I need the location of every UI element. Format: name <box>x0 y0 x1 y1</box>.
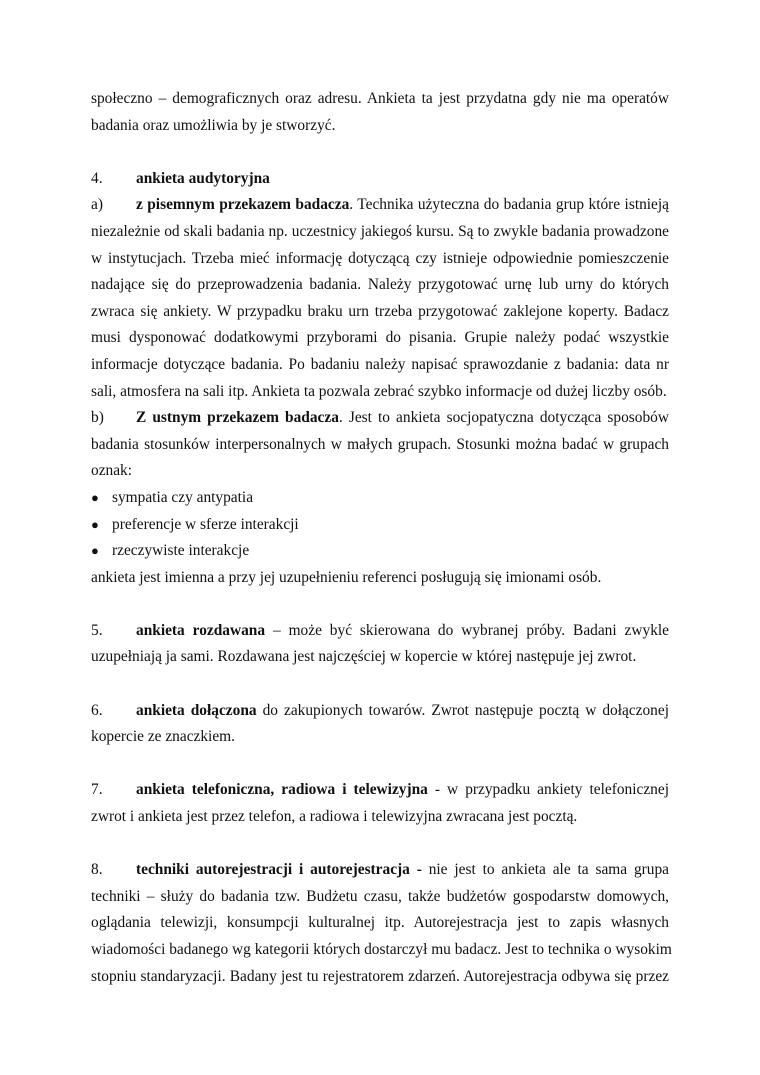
text-fragment: do zakupionych towarów. Zwrot następuje pocztą w dołączonej <box>256 701 669 719</box>
text-line: informacje dotyczące badania. Po badaniu należy napisać sprawozdanie z badania: data nr <box>91 355 669 373</box>
text-line: w instytucjach. Trzeba mieć informację dotyczącą czy istnieje odpowiednie pomieszczenie <box>91 249 669 267</box>
text-line: nadające się do przeprowadzenia badania. Należy przygotować urnę lub urny do których <box>91 276 669 294</box>
text-line: uzupełniają ja sami. Rozdawana jest najczęściej w kopercie w której następuje jej zwrot. <box>91 648 637 666</box>
text-fragment: . Technika użyteczna do badania grup które istnieją <box>349 196 669 214</box>
section-number: 8. <box>91 861 103 879</box>
bullet-icon: ● <box>91 516 99 532</box>
text-line: sali, atmosfera na sali itp. Ankieta ta pozwala zebrać szybko informacje od dużej liczby osób. <box>91 382 667 400</box>
section-number: 6. <box>91 701 103 719</box>
section-5-line <box>91 618 669 645</box>
list-item <box>91 485 669 512</box>
list-item-text: rzeczywiste interakcje <box>112 542 250 560</box>
section-title: ankieta telefoniczna, radiowa i telewizyjna <box>136 781 428 799</box>
text-line: niezależnie od skali badania np. uczestnicy jakiegoś kursu. Są to zwykle badania prowadzone <box>91 222 669 240</box>
section-title: ankieta audytoryjna <box>136 169 270 187</box>
list-item <box>91 512 669 539</box>
section-title: techniki autorejestracji i autorejestracja - <box>136 861 422 879</box>
text-line: zwraca się ankiety. W przypadku braku urn trzeba przygotować zaklejone koperty. Badacz <box>91 302 669 320</box>
section-6-line <box>91 698 669 725</box>
list-item-text: preferencje w sferze interakcji <box>112 515 299 533</box>
text-line: badania oraz umożliwia by je stworzyć. <box>91 116 336 134</box>
text-line: oglądania telewizji, konsumpcji kulturalnej itp. Autorejestracja jest to zapis własnych <box>91 914 669 932</box>
text-line: badania stosunków interpersonalnych w małych grupach. Stosunki można badać w grupach <box>91 435 669 453</box>
list-item-text: sympatia czy antypatia <box>112 488 254 506</box>
subsection-b-line <box>91 405 669 432</box>
section-4-heading <box>91 166 669 193</box>
bullet-icon: ● <box>91 489 99 505</box>
section-7-line <box>91 777 669 804</box>
section-title: ankieta dołączona <box>136 701 257 719</box>
text-line: ankieta jest imienna a przy jej uzupełnieniu referenci posługują się imionami osób. <box>91 568 602 586</box>
text-line: stopniu standaryzacji. Badany jest tu rejestratorem zdarzeń. Autorejestracja odbywa się przez <box>91 967 669 985</box>
text-fragment: - w przypadku ankiety telefonicznej <box>427 781 669 799</box>
text-fragment: . Jest to ankieta socjopatyczna dotycząca sposobów <box>338 409 669 427</box>
section-number: 7. <box>91 781 103 799</box>
subsection-title: z pisemnym przekazem badacza <box>136 196 350 214</box>
subsection-label: b) <box>91 409 104 427</box>
section-8-line <box>91 857 669 884</box>
subsection-a-line <box>91 192 669 219</box>
subsection-label: a) <box>91 196 103 214</box>
text-fragment: – może być skierowana do wybranej próby. Badani zwykle <box>265 621 670 639</box>
document-page <box>91 86 672 990</box>
text-line: wiadomości badanego wg kategorii których dostarczył mu badacz. Jest to technika o wysokim <box>91 941 672 958</box>
section-title: ankieta rozdawana <box>136 621 266 639</box>
section-number: 4. <box>91 169 103 187</box>
bullet-icon: ● <box>91 543 99 559</box>
text-line: techniki – służy do badania tzw. Budżetu czasu, także budżetów gospodarstw domowych, <box>91 887 669 905</box>
section-number: 5. <box>91 621 103 639</box>
text-line: oznak: <box>91 462 133 480</box>
text-line: kopercie ze znaczkiem. <box>91 728 235 746</box>
subsection-title: Z ustnym przekazem badacza <box>136 409 339 427</box>
text-line: społeczno – demograficznych oraz adresu. Ankieta ta jest przydatna gdy nie ma operatów <box>91 90 669 107</box>
text-fragment: nie jest to ankieta ale ta sama grupa <box>421 861 669 879</box>
list-item <box>91 538 669 565</box>
text-line: zwrot i ankieta jest przez telefon, a radiowa i telewizyjna zwracana jest pocztą. <box>91 808 578 826</box>
text-line: musi dysponować dodatkowymi przyborami do pisania. Grupie należy podać wszystkie <box>91 329 669 347</box>
